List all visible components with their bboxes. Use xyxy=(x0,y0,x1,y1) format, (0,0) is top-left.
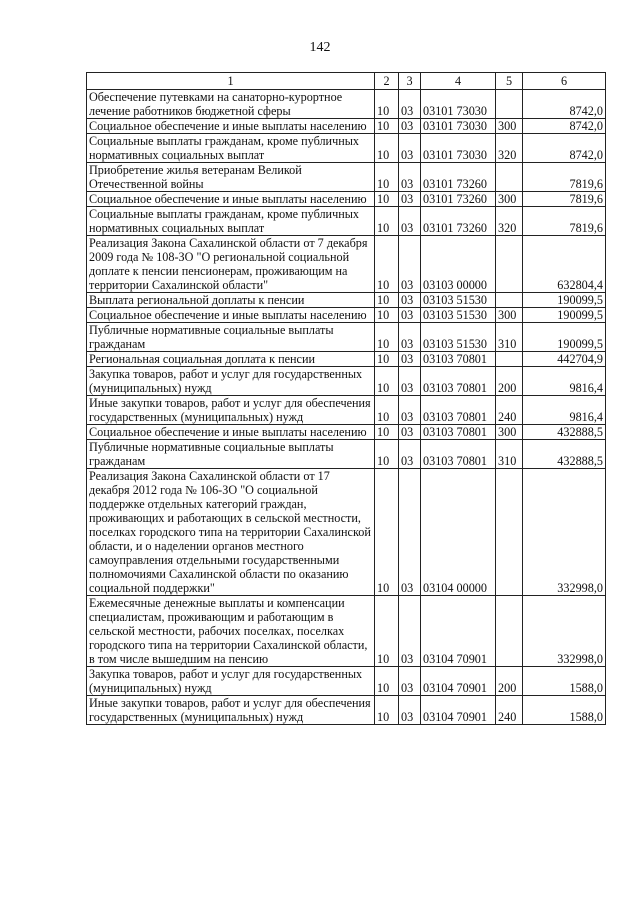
subsection-code: 03 xyxy=(399,696,421,725)
amount: 8742,0 xyxy=(523,134,606,163)
expense-type-code: 240 xyxy=(496,696,523,725)
section-code: 10 xyxy=(375,667,399,696)
section-code: 10 xyxy=(375,207,399,236)
subsection-code: 03 xyxy=(399,308,421,323)
expense-type-code xyxy=(496,596,523,667)
subsection-code: 03 xyxy=(399,236,421,293)
expense-type-code: 200 xyxy=(496,367,523,396)
amount: 9816,4 xyxy=(523,367,606,396)
section-code: 10 xyxy=(375,323,399,352)
section-code: 10 xyxy=(375,134,399,163)
item-name: Реализация Закона Сахалинской области от 7 декабря 2009 года № 108-ЗО "О региональной социальной доплате к пенсии пенсионерам, проживающим на территории Сахалинской области" xyxy=(87,236,375,293)
page-number: 142 xyxy=(309,40,331,55)
table-row xyxy=(87,192,606,207)
table-row xyxy=(87,163,606,192)
amount: 332998,0 xyxy=(523,596,606,667)
subsection-code: 03 xyxy=(399,293,421,308)
item-name: Закупка товаров, работ и услуг для государственных (муниципальных) нужд xyxy=(87,667,375,696)
column-header: 4 xyxy=(421,73,496,90)
expense-type-code: 310 xyxy=(496,440,523,469)
section-code: 10 xyxy=(375,367,399,396)
item-name: Ежемесячные денежные выплаты и компенсации специалистам, проживающим и работающим в сельской местности, рабочих поселках, поселках городского типа на территории Сахалинской области, в том числе вышедшим на пенсию xyxy=(87,596,375,667)
item-name: Социальные выплаты гражданам, кроме публичных нормативных социальных выплат xyxy=(87,207,375,236)
section-code: 10 xyxy=(375,308,399,323)
target-article-code: 03103 70801 xyxy=(421,367,496,396)
item-name: Обеспечение путевками на санаторно-курортное лечение работников бюджетной сферы xyxy=(87,90,375,119)
subsection-code: 03 xyxy=(399,469,421,596)
amount: 442704,9 xyxy=(523,352,606,367)
expense-type-code xyxy=(496,293,523,308)
column-header: 2 xyxy=(375,73,399,90)
table-row xyxy=(87,293,606,308)
amount: 190099,5 xyxy=(523,323,606,352)
amount: 432888,5 xyxy=(523,425,606,440)
table-row xyxy=(87,440,606,469)
target-article-code: 03103 70801 xyxy=(421,425,496,440)
expense-type-code: 300 xyxy=(496,308,523,323)
section-code: 10 xyxy=(375,192,399,207)
section-code: 10 xyxy=(375,425,399,440)
amount: 1588,0 xyxy=(523,667,606,696)
table-row xyxy=(87,323,606,352)
table-row xyxy=(87,90,606,119)
table-row xyxy=(87,119,606,134)
amount: 7819,6 xyxy=(523,163,606,192)
amount: 7819,6 xyxy=(523,192,606,207)
expense-type-code: 200 xyxy=(496,667,523,696)
subsection-code: 03 xyxy=(399,163,421,192)
table-row xyxy=(87,236,606,293)
item-name: Реализация Закона Сахалинской области от 17 декабря 2012 года № 106-ЗО "О социальной поддержке отдельных категорий граждан, проживающих и работающих в сельской местности, поселках городского типа на территории Сахалинской области, и о наделении органов местного самоуправления отдельными государственными полномочиями Сахалинской области по оказанию социальной поддержки" xyxy=(87,469,375,596)
target-article-code: 03103 70801 xyxy=(421,352,496,367)
section-code: 10 xyxy=(375,596,399,667)
expense-type-code: 300 xyxy=(496,119,523,134)
expense-type-code: 240 xyxy=(496,396,523,425)
target-article-code: 03104 70901 xyxy=(421,696,496,725)
table-row xyxy=(87,367,606,396)
subsection-code: 03 xyxy=(399,323,421,352)
expense-type-code: 320 xyxy=(496,207,523,236)
item-name: Закупка товаров, работ и услуг для государственных (муниципальных) нужд xyxy=(87,367,375,396)
target-article-code: 03101 73030 xyxy=(421,134,496,163)
section-code: 10 xyxy=(375,236,399,293)
amount: 1588,0 xyxy=(523,696,606,725)
target-article-code: 03103 51530 xyxy=(421,323,496,352)
subsection-code: 03 xyxy=(399,119,421,134)
table-row xyxy=(87,396,606,425)
item-name: Выплата региональной доплаты к пенсии xyxy=(87,293,375,308)
subsection-code: 03 xyxy=(399,192,421,207)
table-row xyxy=(87,596,606,667)
target-article-code: 03101 73030 xyxy=(421,90,496,119)
table-row xyxy=(87,696,606,725)
item-name: Приобретение жилья ветеранам Великой Отечественной войны xyxy=(87,163,375,192)
section-code: 10 xyxy=(375,119,399,134)
subsection-code: 03 xyxy=(399,396,421,425)
section-code: 10 xyxy=(375,293,399,308)
item-name: Социальное обеспечение и иные выплаты населению xyxy=(87,308,375,323)
target-article-code: 03101 73030 xyxy=(421,119,496,134)
target-article-code: 03103 70801 xyxy=(421,396,496,425)
target-article-code: 03104 00000 xyxy=(421,469,496,596)
item-name: Публичные нормативные социальные выплаты гражданам xyxy=(87,323,375,352)
expense-type-code xyxy=(496,90,523,119)
table-row xyxy=(87,667,606,696)
expense-type-code: 310 xyxy=(496,323,523,352)
expense-type-code: 300 xyxy=(496,192,523,207)
section-code: 10 xyxy=(375,469,399,596)
target-article-code: 03101 73260 xyxy=(421,207,496,236)
item-name: Социальное обеспечение и иные выплаты населению xyxy=(87,119,375,134)
item-name: Иные закупки товаров, работ и услуг для обеспечения государственных (муниципальных) нужд xyxy=(87,696,375,725)
table-row xyxy=(87,134,606,163)
amount: 432888,5 xyxy=(523,440,606,469)
item-name: Иные закупки товаров, работ и услуг для обеспечения государственных (муниципальных) нужд xyxy=(87,396,375,425)
item-name: Социальные выплаты гражданам, кроме публичных нормативных социальных выплат xyxy=(87,134,375,163)
target-article-code: 03104 70901 xyxy=(421,596,496,667)
subsection-code: 03 xyxy=(399,596,421,667)
subsection-code: 03 xyxy=(399,667,421,696)
budget-table xyxy=(86,72,606,725)
target-article-code: 03103 00000 xyxy=(421,236,496,293)
section-code: 10 xyxy=(375,90,399,119)
target-article-code: 03103 70801 xyxy=(421,440,496,469)
section-code: 10 xyxy=(375,696,399,725)
amount: 332998,0 xyxy=(523,469,606,596)
table-row xyxy=(87,425,606,440)
expense-type-code: 320 xyxy=(496,134,523,163)
subsection-code: 03 xyxy=(399,367,421,396)
item-name: Социальное обеспечение и иные выплаты населению xyxy=(87,192,375,207)
column-header: 3 xyxy=(399,73,421,90)
item-name: Региональная социальная доплата к пенсии xyxy=(87,352,375,367)
table-row xyxy=(87,469,606,596)
amount: 190099,5 xyxy=(523,308,606,323)
amount: 8742,0 xyxy=(523,119,606,134)
subsection-code: 03 xyxy=(399,352,421,367)
target-article-code: 03103 51530 xyxy=(421,308,496,323)
target-article-code: 03101 73260 xyxy=(421,163,496,192)
expense-type-code xyxy=(496,469,523,596)
amount: 8742,0 xyxy=(523,90,606,119)
table-row xyxy=(87,207,606,236)
subsection-code: 03 xyxy=(399,440,421,469)
amount: 632804,4 xyxy=(523,236,606,293)
column-header: 6 xyxy=(523,73,606,90)
section-code: 10 xyxy=(375,396,399,425)
column-header: 5 xyxy=(496,73,523,90)
table-row xyxy=(87,308,606,323)
subsection-code: 03 xyxy=(399,90,421,119)
table-header-row xyxy=(87,73,606,90)
target-article-code: 03104 70901 xyxy=(421,667,496,696)
target-article-code: 03103 51530 xyxy=(421,293,496,308)
section-code: 10 xyxy=(375,352,399,367)
expense-type-code xyxy=(496,236,523,293)
subsection-code: 03 xyxy=(399,207,421,236)
amount: 7819,6 xyxy=(523,207,606,236)
subsection-code: 03 xyxy=(399,425,421,440)
expense-type-code: 300 xyxy=(496,425,523,440)
section-code: 10 xyxy=(375,163,399,192)
table-row xyxy=(87,352,606,367)
expense-type-code xyxy=(496,163,523,192)
section-code: 10 xyxy=(375,440,399,469)
amount: 190099,5 xyxy=(523,293,606,308)
item-name: Социальное обеспечение и иные выплаты населению xyxy=(87,425,375,440)
subsection-code: 03 xyxy=(399,134,421,163)
expense-type-code xyxy=(496,352,523,367)
target-article-code: 03101 73260 xyxy=(421,192,496,207)
column-header: 1 xyxy=(87,73,375,90)
amount: 9816,4 xyxy=(523,396,606,425)
item-name: Публичные нормативные социальные выплаты гражданам xyxy=(87,440,375,469)
